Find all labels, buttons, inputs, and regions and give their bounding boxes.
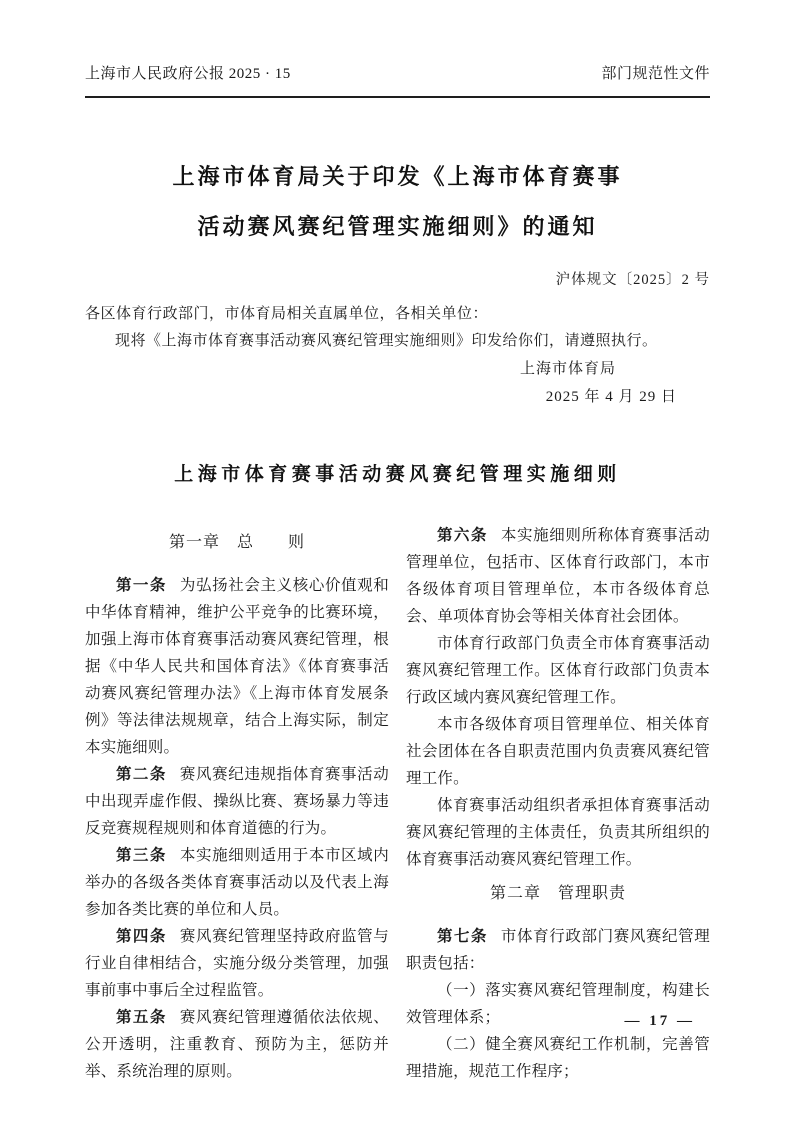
issuing-authority: 上海市体育局 <box>519 361 616 377</box>
notice-title-line2: 活动赛风赛纪管理实施细则》的通知 <box>197 214 598 239</box>
right-column <box>406 522 710 1085</box>
article-paragraph <box>85 923 389 1004</box>
page-number: — 17 — <box>624 1013 695 1029</box>
article-number: 第三条 <box>116 847 167 864</box>
two-column-layout <box>85 522 710 1085</box>
article-number: 第七条 <box>437 928 488 945</box>
notice-title-line1: 上海市体育局关于印发《上海市体育赛事 <box>172 164 623 189</box>
notice-body-paragraph: 现将《上海市体育赛事活动赛风赛纪管理实施细则》印发给你们，请遵照执行。 <box>115 333 658 349</box>
article-text: 赛风赛纪管理遵循依法依规、公开透明，注重教育、预防为主，惩防并举、系统治理的原则。 <box>85 1009 389 1080</box>
article-text: 本实施细则所称体育赛事活动管理单位，包括市、区体育行政部门，本市各级体育项目管理单位，本市各级体育总会、单项体育协会等相关体育社会团体。 <box>406 527 710 625</box>
article-text: 为弘扬社会主义核心价值观和中华体育精神，维护公平竞争的比赛环境，加强上海市体育赛事活动赛风赛纪管理，根据《中华人民共和国体育法》《体育赛事活动赛风赛纪管理办法》《上海市体育发展条例》等法律法规规章，结合上海实际，制定本实施细则。 <box>85 577 389 756</box>
body-paragraph: 市体育行政部门负责全市体育赛事活动赛风赛纪管理工作。区体育行政部门负责本行政区域内赛风赛纪管理工作。 <box>406 635 710 706</box>
article-text: 赛风赛纪违规指体育赛事活动中出现弄虚作假、操纵比赛、赛场暴力等违反竞赛规程规则和体育道德的行为。 <box>85 766 389 837</box>
document-number: 沪体规文〔2025〕2 号 <box>555 272 710 288</box>
article-paragraph <box>85 572 389 761</box>
article-text: 本实施细则适用于本市区域内举办的各级各类体育赛事活动以及代表上海参加各类比赛的单位和人员。 <box>85 847 389 918</box>
article-number: 第一条 <box>116 577 167 594</box>
chapter-heading: 第二章 管理职责 <box>489 885 626 902</box>
chapter-heading: 第一章 总 则 <box>168 534 305 551</box>
header-rule <box>85 96 710 98</box>
article-number: 第二条 <box>116 766 167 783</box>
body-paragraph: 体育赛事活动组织者承担体育赛事活动赛风赛纪管理的主体责任，负责其所组织的体育赛事活动赛风赛纪管理工作。 <box>406 797 710 868</box>
article-paragraph <box>85 1004 389 1085</box>
regulation-title: 上海市体育赛事活动赛风赛纪管理实施细则 <box>174 464 621 485</box>
article-number: 第四条 <box>116 928 167 945</box>
document-category-label: 部门规范性文件 <box>601 66 710 82</box>
issue-date: 2025 年 4 月 29 日 <box>545 389 677 405</box>
body-paragraph: 本市各级体育项目管理单位、相关体育社会团体在各自职责范围内负责赛风赛纪管理工作。 <box>406 716 710 787</box>
notice-title <box>85 152 710 252</box>
left-column <box>85 522 389 1085</box>
article-text: 赛风赛纪管理坚持政府监管与行业自律相结合，实施分级分类管理，加强事前事中事后全过程监管。 <box>85 928 389 999</box>
article-paragraph <box>406 923 710 977</box>
list-item-paragraph: （一）落实赛风赛纪管理制度，构建长效管理体系； <box>406 982 710 1026</box>
article-paragraph <box>85 842 389 923</box>
gazette-issue-label: 上海市人民政府公报 2025 · 15 <box>85 66 291 82</box>
article-text: 市体育行政部门赛风赛纪管理职责包括： <box>406 928 710 972</box>
article-paragraph <box>406 522 710 630</box>
article-number: 第五条 <box>116 1009 167 1026</box>
addressee-line: 各区体育行政部门，市体育局相关直属单位，各相关单位： <box>85 306 489 322</box>
list-item-paragraph: （二）健全赛风赛纪工作机制，完善管理措施，规范工作程序； <box>406 1036 710 1080</box>
article-number: 第六条 <box>437 527 488 544</box>
page-header <box>85 62 710 83</box>
article-paragraph <box>85 761 389 842</box>
